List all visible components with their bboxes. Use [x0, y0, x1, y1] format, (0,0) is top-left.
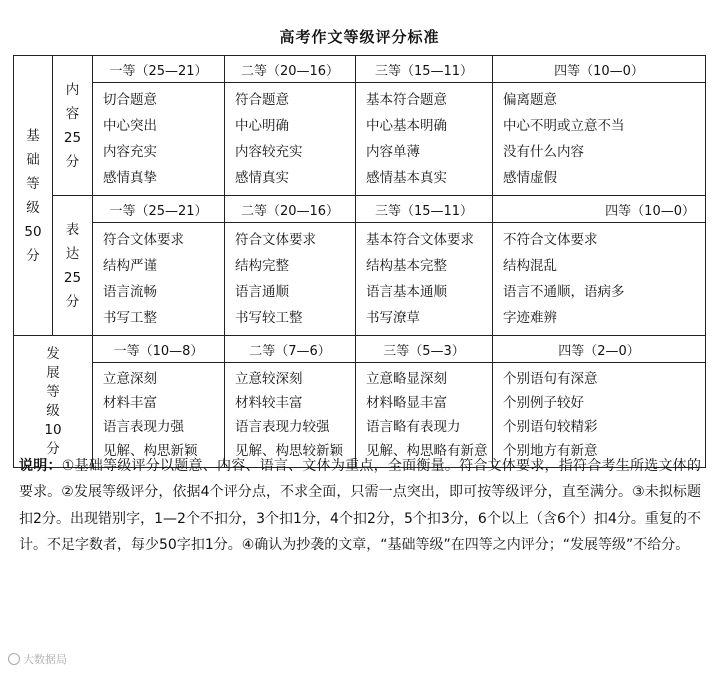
criteria-cell: 不符合文体要求 结构混乱 语言不通顺，语病多 字迹难辨: [493, 223, 706, 336]
criteria-cell: 符合文体要求 结构完整 语言通顺 书写较工整: [225, 223, 356, 336]
grade-header: 四等（10—0）: [493, 196, 706, 223]
content-label: 内 容 25 分: [53, 56, 93, 196]
grade-header: 二等（20—16）: [225, 56, 356, 83]
grade-header: 一等（25—21）: [93, 196, 225, 223]
criteria-cell: 基本符合题意 中心基本明确 内容单薄 感情基本真实: [356, 83, 493, 196]
grade-header: 一等（25—21）: [93, 56, 225, 83]
criteria-cell: 切合题意 中心突出 内容充实 感情真挚: [93, 83, 225, 196]
criteria-cell: 偏离题意 中心不明或立意不当 没有什么内容 感情虚假: [493, 83, 706, 196]
development-criteria-row: [14, 363, 706, 468]
expression-label: 表 达 25 分: [53, 196, 93, 336]
page-title: 高考作文等级评分标准: [279, 28, 440, 46]
grading-table: [13, 55, 706, 468]
development-header-row: [14, 336, 706, 363]
watermark-text: 大数据局: [23, 653, 67, 666]
grade-header: 三等（5—3）: [356, 336, 493, 363]
criteria-cell: 符合题意 中心明确 内容较充实 感情真实: [225, 83, 356, 196]
watermark: [8, 651, 67, 667]
grade-header: 四等（10—0）: [493, 56, 706, 83]
criteria-cell: 立意较深刻 材料较丰富 语言表现力较强 见解、构思较新颖: [225, 363, 356, 468]
notes-text: ①基础等级评分以题意、内容、语言、文体为重点，全面衡量。符合文体要求，指符合考生所选文体的要求。②发展等级评分，依据4个评分点，不求全面，只需一点突出，即可按等级评分，直至满分。③未拟标题扣2分。出现错别字，1—2个不扣分，3个扣1分，4个扣2分，5个扣3分，6个以上（含6个）扣4分。重复的不计。不足字数者，每少50字扣1分。④确认为抄袭的文章，“基础等级”在四等之内评分；“发展等级”不给分。: [19, 458, 701, 553]
basic-level-label: 基 础 等 级 50 分: [14, 56, 53, 336]
notes-paragraph: [19, 453, 701, 558]
grade-header: 三等（15—11）: [356, 196, 493, 223]
content-header-row: [14, 56, 706, 83]
criteria-cell: 符合文体要求 结构严谨 语言流畅 书写工整: [93, 223, 225, 336]
development-level-label: 发 展 等 级 10 分: [14, 336, 93, 468]
grade-header: 二等（20—16）: [225, 196, 356, 223]
grade-header: 四等（2—0）: [493, 336, 706, 363]
criteria-cell: 个别语句有深意 个别例子较好 个别语句较精彩 个别地方有新意: [493, 363, 706, 468]
criteria-cell: 立意深刻 材料丰富 语言表现力强 见解、构思新颖: [93, 363, 225, 468]
criteria-cell: 基本符合文体要求 结构基本完整 语言基本通顺 书写潦草: [356, 223, 493, 336]
grade-header: 一等（10—8）: [93, 336, 225, 363]
grade-header: 二等（7—6）: [225, 336, 356, 363]
expression-header-row: [14, 196, 706, 223]
expression-criteria-row: [14, 223, 706, 336]
grade-header: 三等（15—11）: [356, 56, 493, 83]
watermark-logo-icon: [8, 653, 20, 665]
criteria-cell: 立意略显深刻 材料略显丰富 语言略有表现力 见解、构思略有新意: [356, 363, 493, 468]
notes-label: 说明：: [19, 458, 62, 474]
content-criteria-row: [14, 83, 706, 196]
